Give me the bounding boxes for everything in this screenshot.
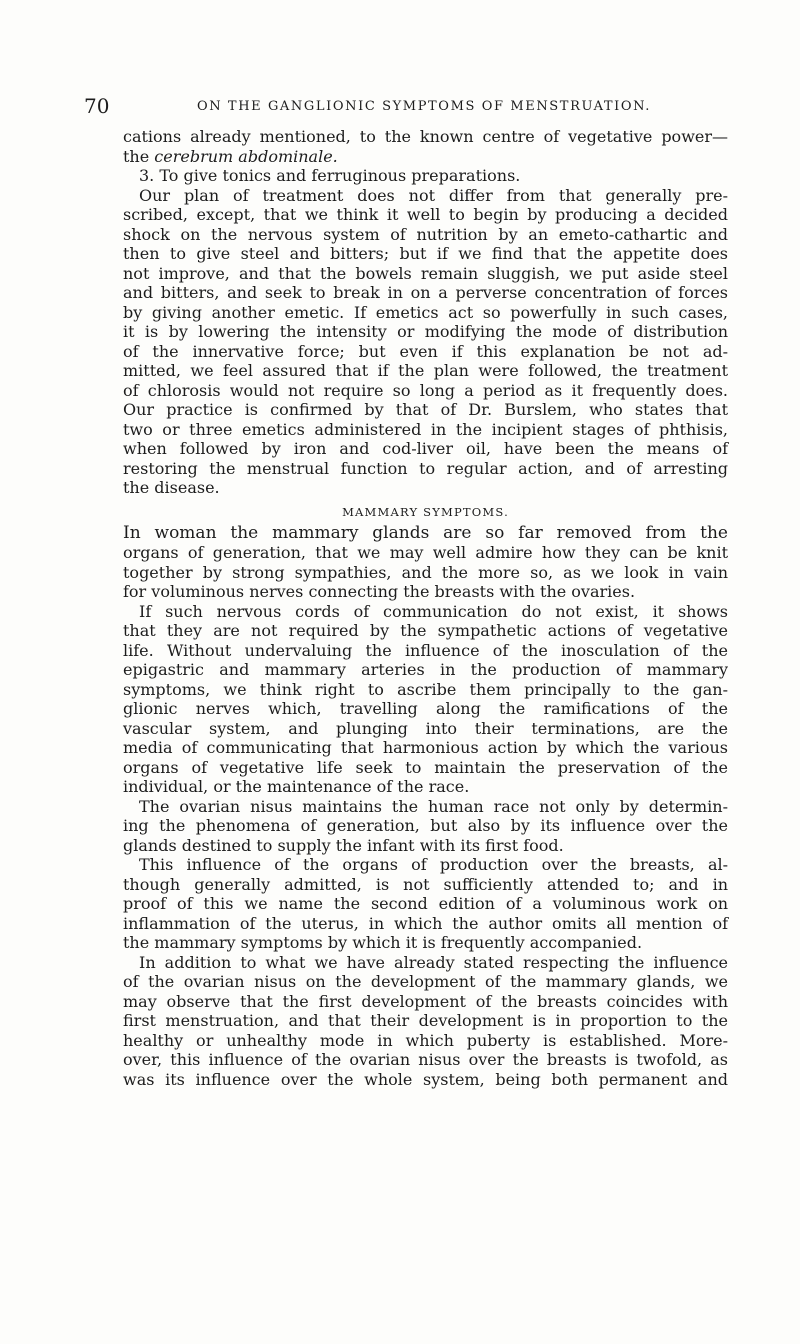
body-text [123, 127, 728, 1089]
text-line: was its influence over the whole system, being both permanent and [123, 1069, 728, 1089]
text-line: then to give steel and bitters; but if we find that the appetite does [123, 244, 728, 263]
text-line: may observe that the first development of the breasts coincides with [123, 991, 728, 1011]
text-line: first menstruation, and that their development is in proportion to the [123, 1011, 728, 1030]
text-line: scribed, except, that we think it well to begin by producing a decided [123, 205, 728, 224]
text-line: epigastric and mammary arteries in the production of mammary [123, 660, 728, 679]
italic-term: cerebrum abdominale. [154, 146, 338, 166]
text-line: This influence of the organs of production over the breasts, al- [139, 855, 728, 874]
text-line: life. Without undervaluing the influence of the inosculation of the [123, 640, 728, 660]
text-line: ing the phenomena of generation, but also by its influence over the [123, 816, 728, 835]
text-line: If such nervous cords of communication do not exist, it shows [139, 601, 728, 621]
text-line: inflammation of the uterus, in which the author omits all mention of [123, 913, 728, 933]
text-line: not improve, and that the bowels remain sluggish, we put aside steel [123, 263, 728, 283]
text-line: though generally admitted, is not sufficiently attended to; and in [123, 874, 728, 894]
text-line: mitted, we feel assured that if the plan were followed, the treatment [123, 361, 728, 380]
text-line: Our plan of treatment does not differ from that generally pre- [139, 185, 728, 205]
text-line: together by strong sympathies, and the more so, as we look in vain [123, 562, 728, 582]
text-line: shock on the nervous system of nutrition by an emeto-cathartic and [123, 224, 728, 244]
text-line: symptoms, we think right to ascribe them principally to the gan- [123, 679, 728, 699]
text-line: Our practice is confirmed by that of Dr. Burslem, who states that [123, 400, 728, 419]
text-line: for voluminous nerves connecting the breasts with the ovaries. [123, 582, 636, 601]
text-line: In woman the mammary glands are so far removed from the [123, 522, 728, 543]
text-line: that they are not required by the sympathetic actions of vegetative [123, 621, 728, 640]
text-line [123, 147, 728, 167]
text-line: individual, or the maintenance of the race. [123, 777, 470, 796]
text-line: and bitters, and seek to break in on a perverse concentration of forces [123, 283, 728, 302]
text-line: two or three emetics administered in the incipient stages of phthisis, [123, 419, 728, 439]
text-line: organs of vegetative life seek to maintain the preservation of the [123, 757, 728, 777]
text-line: 3. To give tonics and ferruginous preparations. [139, 166, 521, 185]
section-heading: MAMMARY SYMPTOMS. [342, 504, 509, 519]
text-line: In addition to what we have already stated respecting the influence [139, 952, 728, 972]
text-line: over, this influence of the ovarian nisus over the breasts is twofold, as [123, 1050, 728, 1069]
page-header [84, 94, 724, 120]
text-fragment: the [123, 146, 155, 166]
text-line: The ovarian nisus maintains the human race not only by determin- [139, 796, 728, 816]
text-line: the mammary symptoms by which it is frequently accompanied. [123, 933, 643, 952]
running-head: ON THE GANGLIONIC SYMPTOMS OF MENSTRUATION. [196, 99, 652, 114]
text-line: of chlorosis would not require so long a period as it frequently does. [123, 380, 728, 400]
text-line: glands destined to supply the infant with its first food. [123, 835, 564, 855]
text-line: of the innervative force; but even if this explanation be not ad- [123, 341, 728, 361]
text-line: of the ovarian nisus on the development of the mammary glands, we [123, 972, 728, 991]
text-line: the disease. [123, 478, 220, 497]
text-line: when followed by iron and cod-liver oil, have been the means of [123, 439, 728, 458]
text-line: healthy or unhealthy mode in which puberty is established. More- [123, 1030, 728, 1050]
page-number: 70 [84, 94, 110, 118]
text-line: organs of generation, that we may well admire how they can be knit [123, 543, 728, 562]
text-line: restoring the menstrual function to regular action, and of arresting [123, 458, 728, 478]
text-line: glionic nerves which, travelling along the ramifications of the [123, 699, 728, 718]
text-line: cations already mentioned, to the known centre of vegetative power— [123, 127, 728, 146]
text-line: proof of this we name the second edition of a voluminous work on [123, 894, 728, 913]
text-line: media of communicating that harmonious action by which the various [123, 738, 728, 757]
text-line: it is by lowering the intensity or modifying the mode of distribution [123, 322, 728, 341]
text-line: by giving another emetic. If emetics act so powerfully in such cases, [123, 302, 728, 322]
text-line: vascular system, and plunging into their terminations, are the [123, 718, 728, 738]
